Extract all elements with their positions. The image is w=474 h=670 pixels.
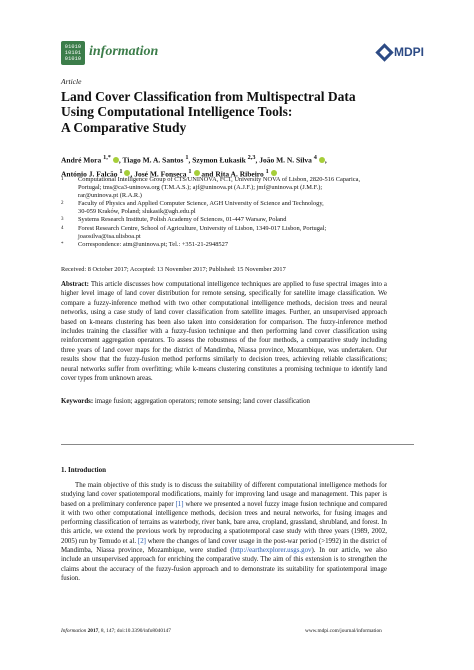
intro-text: where we presented a novel fuzzy image fusion technique and compared it with two other computational intelligence methods, decision trees and neural networks, for fusing images and performing classification of terrains as waterbody, river bank, bare area, cropland, grassland, shrubland, and forest. In this article, we extend the previous work by reproducing a spatiotemporal case study with three years (1989, 2002, 2005) run by Temudo et al. (61, 500, 388, 545)
affiliation-number: * (61, 241, 64, 247)
author-name: Szymon Łukasik (192, 155, 246, 165)
affiliation-item (61, 176, 411, 200)
introduction-paragraph (61, 481, 387, 583)
affiliation-line: joaosilva@isa.ulisboa.pt (78, 232, 141, 240)
affiliation-list (61, 176, 411, 249)
author-affiliation: 1 (188, 167, 192, 175)
author-affiliation: 1 (185, 154, 189, 161)
abstract (61, 280, 387, 383)
mdpi-diamond-icon (375, 43, 393, 61)
author-name: Rita A. Ribeiro (215, 169, 264, 178)
keywords-text: image fusion; aggregation operators; remote sensing; land cover classification (94, 398, 310, 405)
footer-site-link[interactable]: www.mdpi.com/journal/information (305, 628, 382, 634)
title-line: A Comparative Study (61, 119, 187, 135)
author-name: André Mora (61, 155, 102, 165)
affiliation-number: 2 (61, 201, 64, 207)
affiliation-number: 1 (61, 177, 64, 182)
affiliation-line: Forest Research Centre, School of Agriculture, University of Lisbon, 1349-017 Lisbon, Portugal; (78, 224, 327, 232)
intro-text: ). In our article, we also include an unsupervised approach for enriching the comparative study. The aim of this extension is to strengthen the claims about the accuracy of the fuzzy-fusion approach and to demonstrate its suitability for spatiotemporal image fusion. (61, 547, 387, 582)
section-heading: 1. Introduction (61, 466, 106, 474)
citation-details: , 8, 147; doi:10.3390/info8040147 (98, 628, 171, 634)
article-title (61, 89, 431, 135)
affiliation-line: 30-059 Kraków, Poland; slukasik@agh.edu.pl (78, 208, 196, 216)
journal-logo (61, 41, 85, 65)
section-divider (61, 444, 414, 445)
keywords (61, 397, 387, 406)
affiliation-item (61, 241, 411, 249)
affiliation-item (61, 200, 411, 216)
logo-line: 01010 (64, 43, 82, 50)
citation-journal: Information (61, 628, 87, 634)
affiliation-number: 3 (61, 217, 64, 223)
reference-link[interactable]: [2] (137, 537, 146, 545)
journal-name: information (89, 44, 159, 59)
title-line: Land Cover Classification from Multispectral Data (61, 89, 356, 104)
affiliation-line: Correspondence: atm@uninova.pt; Tel.: +351-21-2948527 (78, 240, 229, 248)
affiliation-number: 4 (61, 225, 64, 231)
publication-dates: Received: 8 October 2017; Accepted: 13 November 2017; Published: 15 November 2017 (61, 266, 286, 273)
author-affiliation: 4 (313, 154, 317, 161)
affiliation-line: Faculty of Physics and Applied Computer Science, AGH University of Science and Technology, (78, 200, 324, 208)
author-name: João M. N. Silva (259, 155, 312, 165)
affiliation-item (61, 225, 411, 241)
affiliation-item (61, 216, 411, 224)
abstract-label: Abstract: (61, 281, 89, 288)
author-affiliation: 1 (265, 167, 269, 175)
reference-link[interactable]: [1] (175, 500, 184, 508)
author-list: André Mora $^{1,*}$ , Tiago M. A. Santos $^1$, Szymon Łukasik $^{2,3}$, João M. N. Silva $^4$ , António J. Falcão $^1$ , José M. Fonseca $^1$ and Rita A. Ribeiro $^1$ (61, 154, 327, 178)
logo-line: 10101 (64, 49, 82, 56)
publisher-logo (378, 45, 424, 59)
orcid-icon[interactable] (113, 157, 119, 163)
author-name: António J. Falcão (61, 169, 118, 178)
publisher-name: MDPI (394, 45, 424, 59)
intro-text: The main objective of this study is to discuss the suitability of different computational intelligence methods for studying land cover spatiotemporal modifications, mainly for improving land usage and management. This paper is based on a preliminary conference paper (61, 482, 387, 508)
author-affiliation: 1,* (103, 154, 111, 161)
abstract-text: This article discusses how computational intelligence techniques are applied to fuse spectral images into a higher level image of land cover distribution for remote sensing, specifically for satellite image classification. We compare a fuzzy-inference method with two other computational intelligence methods, decision trees and neural networks, using a case study of land cover classification from satellite images. Further, an unsupervised approach based on k-means clustering has been also taken into consideration for comparison. The fuzzy-inference method includes training the classifier with a fuzzy-fusion technique and then performing land cover classification using reinforcement aggregation operators. To assess the robustness of the four methods, a comparative study including three years of land cover maps for the district of Mandimba, Niassa province, Mozambique, was undertaken. Our results show that the fuzzy-fusion method performs similarly to decision trees, achieving reliable classifications; neural networks suffer from overfitting; while k-means clustering constitutes a promising technique to identify land cover types from unknown areas. (61, 281, 387, 383)
author-affiliation: 1 (119, 167, 123, 175)
keywords-label: Keywords: (61, 398, 94, 405)
title-line: Using Computational Intelligence Tools: (61, 104, 293, 120)
author-name: José M. Fonseca (134, 169, 187, 178)
affiliation-line: Computational Intelligence Group of CTS/UNINOVA, FCT, University NOVA of Lisbon, 2820-516 Caparica, (78, 176, 361, 183)
footer-citation (61, 628, 171, 634)
citation-year: 2017 (87, 628, 99, 634)
affiliation-line: Portugal; tms@ca3-uninova.org (T.M.A.S.); ajf@uninova.pt (A.J.F.); jmf@uninova.pt (J.M.F.); (78, 184, 323, 192)
external-link[interactable]: http://earthexplorer.usgs.gov (232, 547, 312, 555)
intro-text: where the changes of land cover usage in the post-war period (>1992) in the district of Mandimba, Niassa province, Mozambique, were studied ( (61, 537, 387, 555)
article-type: Article (61, 77, 82, 86)
affiliation-line: rar@uninova.pt (R.A.R.) (78, 192, 142, 200)
author-name: Tiago M. A. Santos (122, 155, 184, 165)
affiliation-line: Systems Research Institute, Polish Academy of Sciences, 01-447 Warsaw, Poland (78, 216, 287, 224)
author-affiliation: 2,3 (247, 154, 256, 161)
orcid-icon[interactable] (319, 157, 325, 163)
logo-line: 01010 (64, 56, 82, 63)
